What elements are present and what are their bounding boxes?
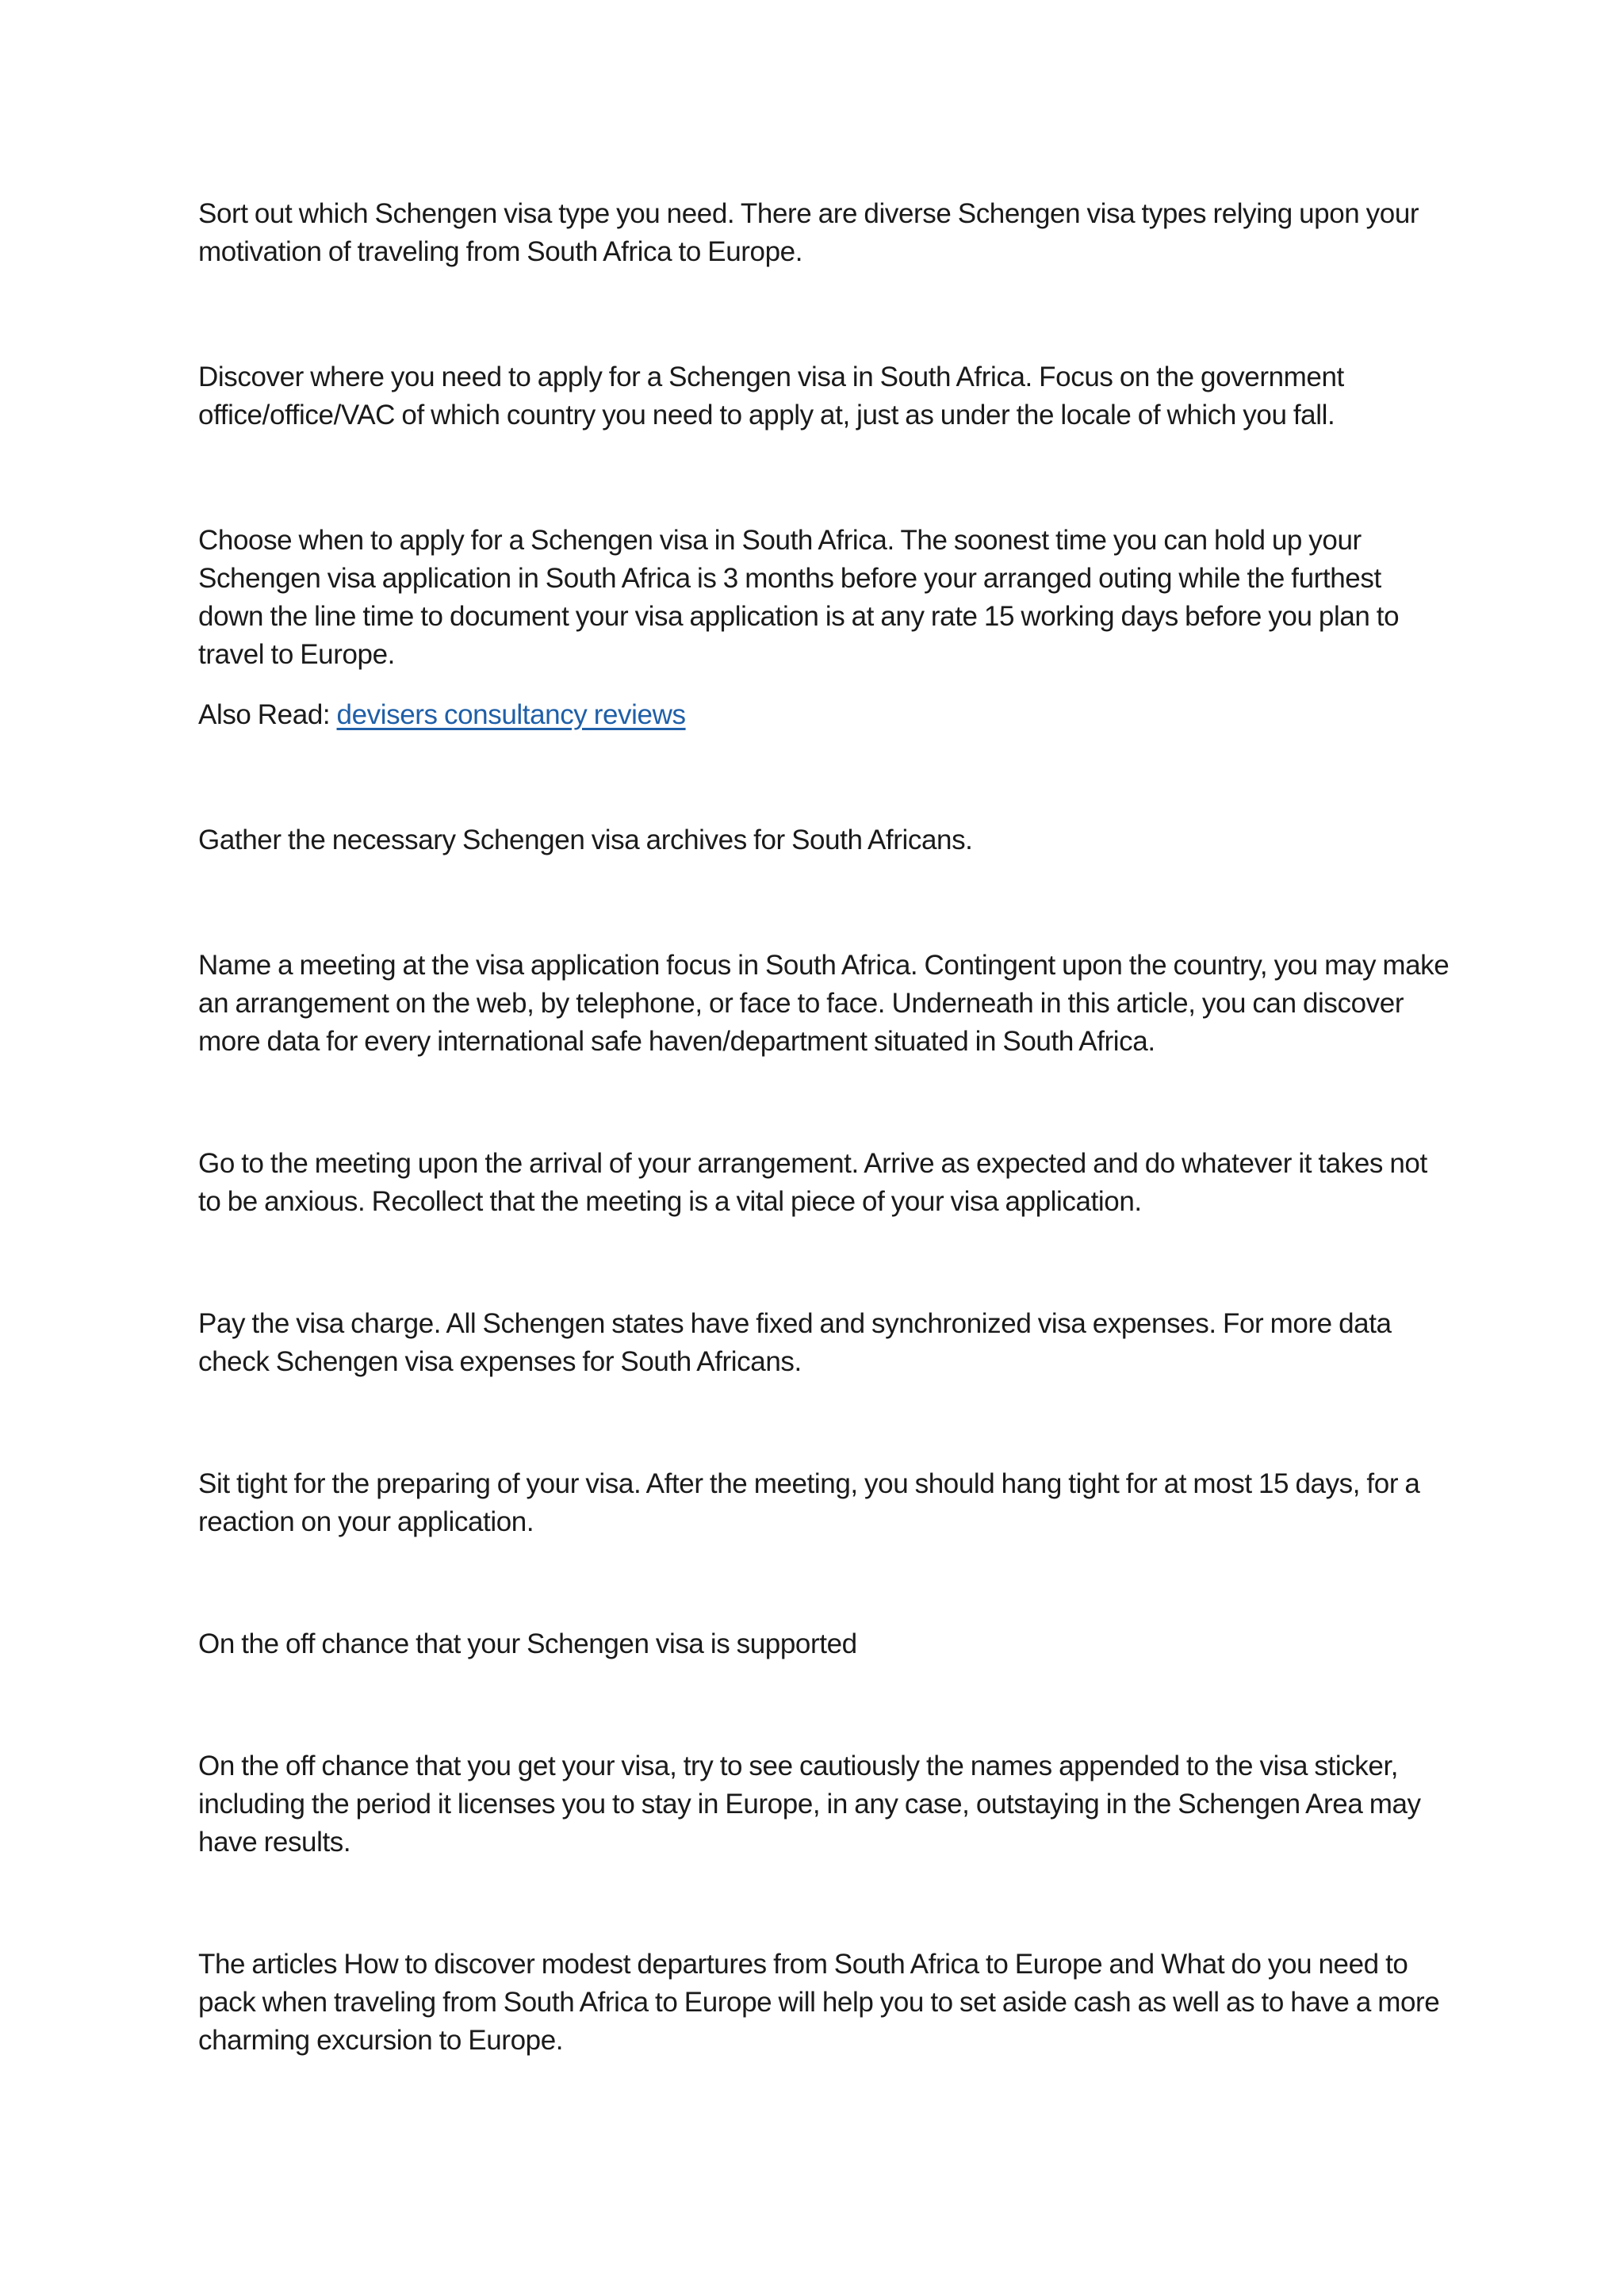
paragraph-where-to-apply: Discover where you need to apply for a Schengen visa in South Africa. Focus on the government office/office/VAC of which country you need to apply at, just as under the locale of which you fall. (198, 362, 1344, 430)
paragraph-related-articles: The articles How to discover modest departures from South Africa to Europe and What do you need to pack when traveling from South Africa to Europe will help you to set aside cash as well as to have a more charming excursion to Europe. (198, 1949, 1440, 2056)
paragraph-visa-type: Sort out which Schengen visa type you need. There are diverse Schengen visa types relying upon your motivation of traveling from South Africa to Europe. (198, 198, 1419, 267)
also-read-line (198, 696, 1451, 734)
also-read-label: Also Read: (198, 699, 337, 730)
paragraph-check-sticker: On the off chance that you get your visa, try to see cautiously the names appended to the visa sticker, including the period it licenses you to stay in Europe, in any case, outstaying in the Schengen Area may have results. (198, 1751, 1421, 1858)
document-body (198, 195, 1451, 2060)
paragraph-when-to-apply: Choose when to apply for a Schengen visa in South Africa. The soonest time you can hold up your Schengen visa application in South Africa is 3 months before your arranged outing while the furthest down the line time to document your visa application is at any rate 15 working days before you plan to travel to Europe. (198, 525, 1400, 670)
paragraph-gather-documents: Gather the necessary Schengen visa archives for South Africans. (198, 825, 973, 855)
also-read-link[interactable]: devisers consultancy reviews (336, 699, 686, 730)
paragraph-pay-fee: Pay the visa charge. All Schengen states have fixed and synchronized visa expenses. For more data check Schengen visa expenses for South Africans. (198, 1308, 1392, 1377)
paragraph-visa-approved-heading: On the off chance that your Schengen visa is supported (198, 1628, 857, 1659)
paragraph-attend-interview: Go to the meeting upon the arrival of your arrangement. Arrive as expected and do whatever it takes not to be anxious. Recollect that the meeting is a vital piece of your visa application. (198, 1148, 1427, 1217)
paragraph-book-appointment: Name a meeting at the visa application focus in South Africa. Contingent upon the country, you may make an arrangement on the web, by telephone, or face to face. Underneath in this article, you can discover more data for every international safe haven/department situated in South Africa. (198, 950, 1450, 1057)
paragraph-wait-processing: Sit tight for the preparing of your visa. After the meeting, you should hang tight for at most 15 days, for a reaction on your application. (198, 1468, 1420, 1537)
